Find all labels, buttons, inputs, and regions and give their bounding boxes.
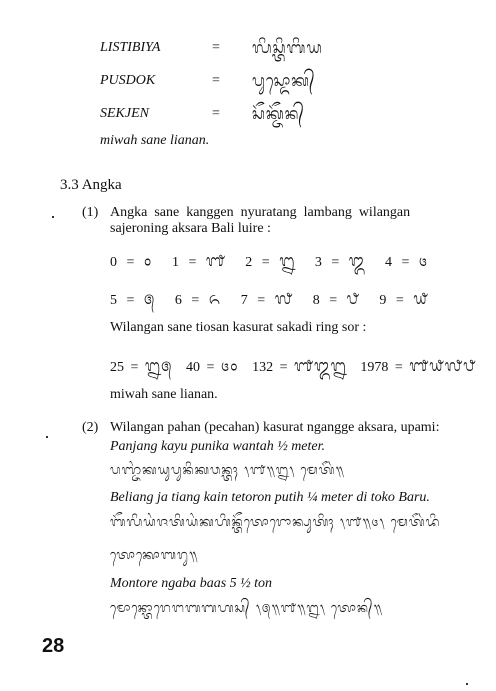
bali-example-25: ᭒᭕ xyxy=(144,356,173,375)
item-2-line-1: Wilangan pahan (pecahan) kasurat ngangge aksara, upami: xyxy=(110,420,440,435)
example-1-balinese: ᬧᬜ᭄ᬚᬂᬓᬬᬸᬧᬸᬦᬶᬓᬯᬦ᭄ᬢᬄ ᭞᭑᭟᭒᭞ ᬫᬾᬢᭂᬃ᭟ xyxy=(110,463,345,478)
example-132: 132 xyxy=(252,360,274,375)
digit-2: 2 xyxy=(245,255,253,270)
digit-8: 8 xyxy=(312,293,320,308)
abbr-term-pusdok: PUSDOK xyxy=(100,73,156,88)
item-1-number: (1) xyxy=(82,205,99,220)
section-title: Angka xyxy=(81,177,122,193)
scan-speck xyxy=(52,216,54,218)
bali-digit-9: ᭙ xyxy=(413,289,429,308)
abbr-eq-3: = xyxy=(212,106,220,121)
eq-sign: = xyxy=(206,360,215,375)
bali-example-132: ᭑᭓᭒ xyxy=(294,356,347,375)
abbr-eq-1: = xyxy=(212,40,220,55)
digit-9: 9 xyxy=(379,293,387,308)
bali-example-40: ᭔᭐ xyxy=(220,356,239,375)
eq-sign: = xyxy=(126,293,135,308)
bali-digit-0: ᭐ xyxy=(143,251,153,270)
eq-sign: = xyxy=(279,360,288,375)
bali-digit-5: ᭕ xyxy=(143,289,156,308)
abbr-tail: miwah sane lianan. xyxy=(100,133,210,148)
item-1-line-2: sajeroning aksara Bali luire : xyxy=(110,221,271,236)
abbr-term-listibiya: LISTIBIYA xyxy=(100,40,161,55)
example-2-balinese-line-2: ᬢᭀᬓᭀᬩᬭᬸ᭟ xyxy=(110,548,199,563)
item-1-intro-2: Wilangan sane tiosan kasurat sakadi ring sor : xyxy=(110,320,367,335)
bali-digit-1: ᭑ xyxy=(205,251,226,270)
eq-sign: = xyxy=(257,293,266,308)
example-2-balinese-line-1: ᬩᭂᬮᬶᬬᬂᬚᬢᬶᬬᬂᬓᬳᬶᬦ᭄ᬢᭂᬢᭀᬭᭀᬦ᭄ᬧᬸᬢᬶᬄ ᭞᭑᭟᭔᭞ ᬫᬾᬢᭂᬃᬤᬶ xyxy=(110,515,441,530)
example-3-balinese: ᬫᭀᬦ᭄ᬢᭀᬭᬾᬗᬩᬩᬳᬲ᭄ ᭞᭕᭟᭑᭟᭒᭞ ᬢᭀᬦ᭄᭟ xyxy=(110,601,383,616)
digit-1: 1 xyxy=(171,255,179,270)
item-1-tail: miwah sane lianan. xyxy=(110,387,218,402)
eq-sign: = xyxy=(188,255,197,270)
digit-0: 0 xyxy=(110,255,117,270)
example-2-latin: Beliang ja tiang kain tetoron putih ¼ meter di toko Baru. xyxy=(110,490,430,505)
example-25: 25 xyxy=(110,360,124,375)
section-number: 3.3 xyxy=(60,177,79,193)
example-1-latin: Panjang kayu punika wantah ½ meter. xyxy=(110,439,326,454)
example-1978: 1978 xyxy=(360,360,389,375)
bali-digit-7: ᭗ xyxy=(274,289,294,308)
item-1-line-1: Angka sane kanggen nyuratang lambang wilangan xyxy=(110,205,411,220)
digit-3: 3 xyxy=(314,255,322,270)
eq-sign: = xyxy=(130,360,139,375)
numeral-row-1 xyxy=(110,249,428,278)
eq-sign: = xyxy=(394,360,403,375)
page-number: 28 xyxy=(42,635,65,657)
abbr-bali-pusdok: ᬧᬸᬲ᭄ᬤᭀᬓ᭄ xyxy=(252,71,316,90)
eq-sign: = xyxy=(191,293,200,308)
example-40: 40 xyxy=(186,360,201,375)
bali-example-1978: ᭑᭙᭗᭘ xyxy=(409,356,477,375)
digit-7: 7 xyxy=(240,293,248,308)
bali-digit-3: ᭓ xyxy=(348,251,366,270)
eq-sign: = xyxy=(329,293,338,308)
numeral-row-2 xyxy=(110,287,429,316)
digit-5: 5 xyxy=(110,293,117,308)
eq-sign: = xyxy=(126,255,135,270)
digit-6: 6 xyxy=(174,293,182,308)
numeral-examples xyxy=(110,354,476,383)
example-3-latin: Montore ngaba baas 5 ½ ton xyxy=(110,576,273,591)
eq-sign: = xyxy=(331,255,340,270)
bali-digit-4: ᭔ xyxy=(418,251,429,270)
eq-sign: = xyxy=(261,255,270,270)
eq-sign: = xyxy=(395,293,404,308)
scan-speck xyxy=(46,436,48,438)
bali-digit-6: ᭖ xyxy=(208,289,222,308)
section-heading xyxy=(60,177,122,194)
abbr-term-sekjen: SEKJEN xyxy=(100,106,149,121)
abbr-bali-sekjen: ᬲᭂᬓ᭄ᬚᭂᬦ᭄ xyxy=(252,104,305,123)
abbr-eq-2: = xyxy=(212,73,220,88)
item-2-number: (2) xyxy=(82,420,99,435)
scan-speck xyxy=(466,683,468,685)
bali-digit-8: ᭘ xyxy=(346,289,360,308)
digit-4: 4 xyxy=(385,255,392,270)
eq-sign: = xyxy=(401,255,410,270)
abbr-bali-listibiya: ᬮᬶᬲ᭄ᬢᬶᬩᬶᬬ xyxy=(252,38,323,57)
bali-digit-2: ᭒ xyxy=(279,251,296,270)
